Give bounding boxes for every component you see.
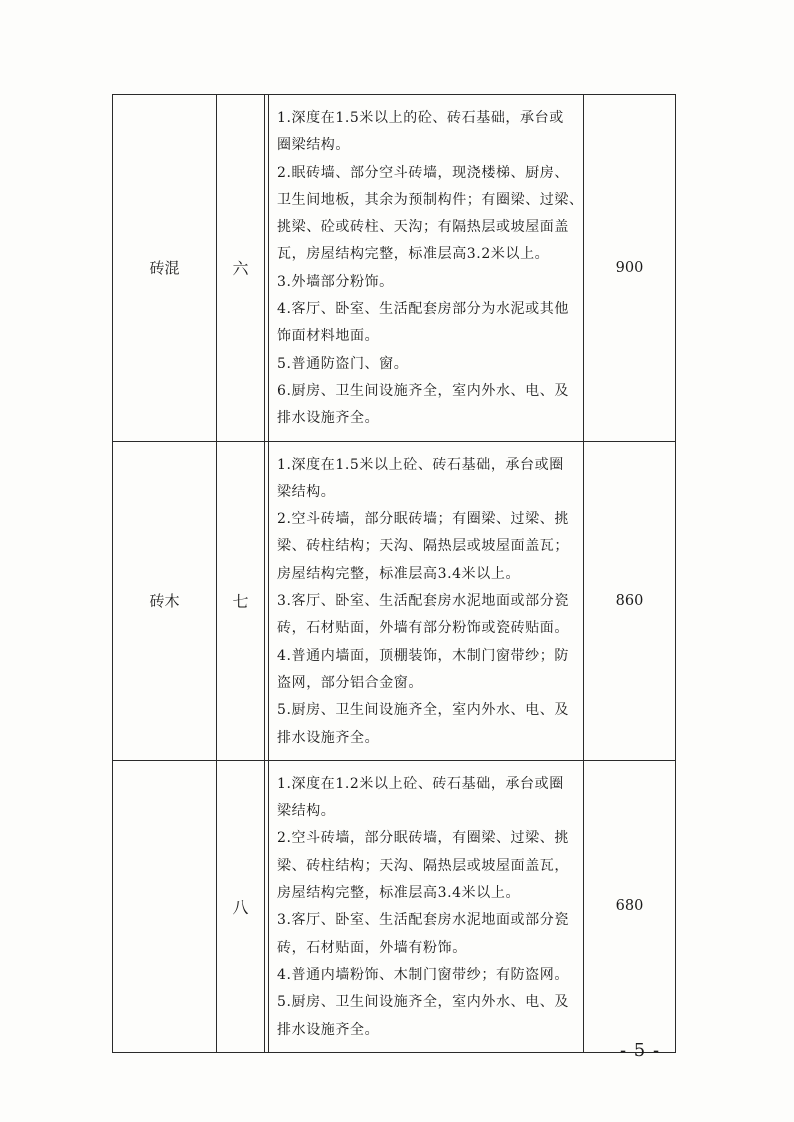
price-cell: 680 (584, 760, 676, 1052)
description-cell (265, 95, 584, 442)
description-line: 梁结构。 (277, 483, 336, 500)
description-line: 梁结构。 (277, 803, 336, 820)
description-line: 2.空斗砖墙，部分眠砖墙，有圈梁、过梁、挑 (277, 830, 569, 847)
description-line: 2.眠砖墙、部分空斗砖墙，现浇楼梯、厨房、 (277, 164, 569, 181)
description-line: 排水设施齐全。 (277, 410, 380, 427)
description-line: 6.厨房、卫生间设施齐全，室内外水、电、及 (277, 382, 569, 399)
price-cell: 900 (584, 95, 676, 442)
description-line: 3.客厅、卧室、生活配套房水泥地面或部分瓷 (277, 593, 569, 610)
table-body (113, 95, 676, 1053)
description-line: 4.普通内墙粉饰、木制门窗带纱；有防盗网。 (277, 966, 569, 983)
description-line: 排水设施齐全。 (277, 729, 380, 746)
table-row (113, 95, 676, 442)
description-line: 1.深度在1.5米以上砼、砖石基础，承台或圈 (277, 456, 564, 473)
description-cell (265, 441, 584, 760)
description-line: 排水设施齐全。 (277, 1021, 380, 1038)
description-line: 1.深度在1.2米以上砼、砖石基础，承台或圈 (277, 775, 564, 792)
grade-cell: 八 (217, 760, 265, 1052)
page-number: - 5 - (620, 1040, 661, 1061)
description-line: 圈梁结构。 (277, 137, 350, 154)
description-line: 5.厨房、卫生间设施齐全，室内外水、电、及 (277, 702, 569, 719)
description-line: 瓦，房屋结构完整，标准层高3.2米以上。 (277, 246, 550, 263)
description-box (268, 95, 583, 441)
grade-cell: 七 (217, 441, 265, 760)
description-line: 3.外墙部分粉饰。 (277, 273, 394, 290)
description-line: 房屋结构完整，标准层高3.4米以上。 (277, 885, 521, 902)
description-line: 盗网，部分铝合金窗。 (277, 674, 423, 691)
description-line: 卫生间地板，其余为预制构件；有圈梁、过梁、 (277, 191, 584, 208)
structure-type-cell (113, 760, 217, 1052)
housing-standard-table (112, 94, 676, 1053)
description-line: 4.客厅、卧室、生活配套房部分为水泥或其他 (277, 301, 569, 318)
description-line: 房屋结构完整，标准层高3.4米以上。 (277, 565, 521, 582)
description-line: 2.空斗砖墙，部分眠砖墙；有圈梁、过梁、挑 (277, 511, 569, 528)
description-box (268, 442, 583, 760)
price-cell: 860 (584, 441, 676, 760)
table-row (113, 441, 676, 760)
description-cell (265, 760, 584, 1052)
description-line: 挑梁、砼或砖柱、天沟；有隔热层或坡屋面盖 (277, 219, 569, 236)
description-line: 4.普通内墙面，顶棚装饰，木制门窗带纱；防 (277, 647, 569, 664)
table-row (113, 760, 676, 1052)
description-line: 1.深度在1.5米以上的砼、砖石基础，承台或 (277, 110, 564, 126)
description-line: 5.厨房、卫生间设施齐全，室内外水、电、及 (277, 994, 569, 1011)
description-line: 5.普通防盗门、窗。 (277, 355, 409, 372)
description-line: 砖，石材贴面，外墙有部分粉饰或瓷砖贴面。 (277, 620, 569, 637)
structure-type-cell: 砖木 (113, 441, 217, 760)
description-box (268, 761, 583, 1052)
description-line: 饰面材料地面。 (277, 328, 380, 345)
description-line: 梁、砖柱结构；天沟、隔热层或坡屋面盖瓦， (277, 857, 569, 874)
structure-type-cell: 砖混 (113, 95, 217, 442)
description-line: 梁、砖柱结构；天沟、隔热层或坡屋面盖瓦； (277, 538, 569, 555)
description-line: 砖，石材贴面，外墙有粉饰。 (277, 939, 467, 956)
grade-cell: 六 (217, 95, 265, 442)
description-line: 3.客厅、卧室、生活配套房水泥地面或部分瓷 (277, 912, 569, 929)
